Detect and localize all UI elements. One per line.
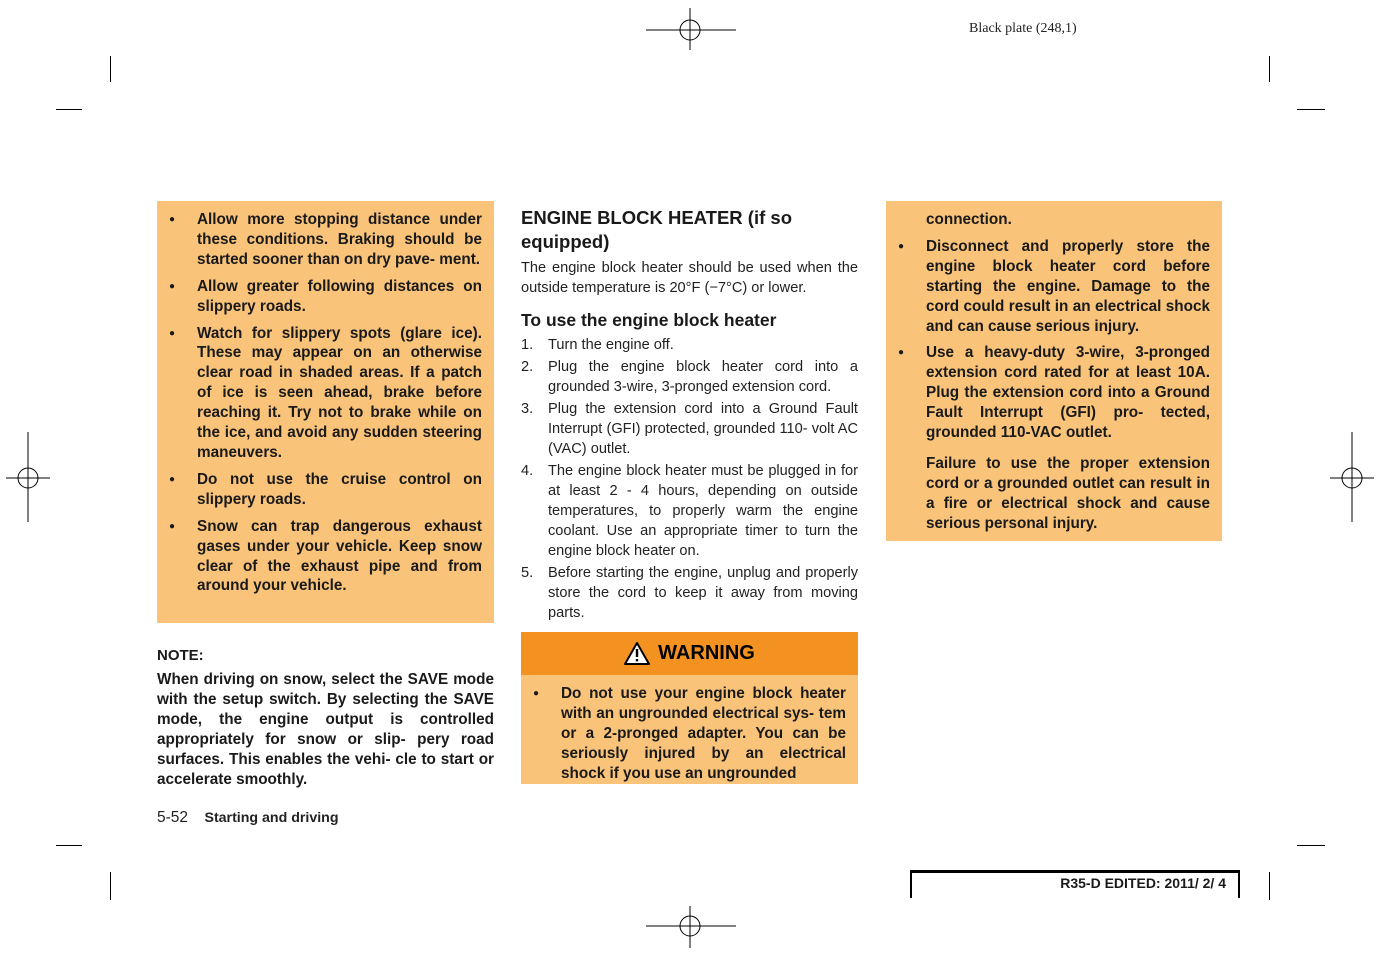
page-footer <box>157 809 338 827</box>
left-caution-box <box>157 201 494 623</box>
warning-title: WARNING <box>658 642 755 664</box>
registration-mark-right <box>1330 432 1374 522</box>
middle-column <box>521 206 858 625</box>
caution-item: ● Do not use the cruise control on slippery roads. <box>157 470 482 510</box>
step-item: 2. Plug the engine block heater cord into a grounded 3-wire, 3-pronged extension cord. <box>521 359 858 395</box>
warning-triangle-icon <box>624 642 650 665</box>
registration-mark-top <box>646 8 736 50</box>
step-item: 5. Before starting the engine, unplug and properly store the cord to keep it away from moving parts. <box>521 565 858 621</box>
edited-stamp: R35-D EDITED: 2011/ 2/ 4 <box>910 870 1240 898</box>
intro-paragraph: The engine block heater should be used when the outside temperature is 20°F (−7°C) or lower. <box>521 260 858 296</box>
step-item: 4. The engine block heater must be plugged in for at least 2 - 4 hours, depending on outside temperatures, to properly warm the engine coolant. Use an appropriate timer to turn the engine block heater on. <box>521 463 858 559</box>
continuation-text: connection. <box>926 211 1012 228</box>
step-item: 1. Turn the engine off. <box>521 337 674 353</box>
plate-label: Black plate (248,1) <box>969 21 1077 36</box>
caution-item: ● Use a heavy-duty 3-wire, 3-pronged extension cord rated for at least 10A. Plug the extension cord into a Ground Fault Interrupt (GFI) pro- tected, grounded 110-VAC outlet. <box>886 343 1210 443</box>
warning-header <box>521 632 858 675</box>
section-heading: ENGINE BLOCK HEATER (if so equipped) <box>521 207 792 252</box>
page-number: 5-52 <box>157 809 189 826</box>
caution-item: ● Disconnect and properly store the engine block heater cord before starting the engine. Damage to the cord could result in an electrical shock and can cause serious injury. <box>886 237 1210 337</box>
note-text: When driving on snow, select the SAVE mode with the setup switch. By selecting the SAVE mode, the engine output is controlled appropriately for snow or slip- pery road surfaces. This enables the vehi- cle to start or accelerate smoothly. <box>157 671 494 788</box>
caution-item: ● Allow greater following distances on slippery roads. <box>157 277 482 317</box>
caution-item: ● Watch for slippery spots (glare ice). These may appear on an otherwise clear road in shaded areas. If a patch of ice is seen ahead, brake before reaching it. Try not to brake while on the ice, and avoid any sudden steering maneuvers. <box>157 324 482 463</box>
note-block <box>157 647 494 789</box>
right-caution-box <box>886 201 1222 541</box>
warning-body <box>521 675 858 784</box>
registration-mark-left <box>6 432 50 522</box>
warning-item: ● Do not use your engine block heater with an ungrounded electrical sys- tem or a 2-pronged adapter. You can be seriously injured by an electrical shock if you use an ungrounded <box>521 684 846 784</box>
caution-item: ● Snow can trap dangerous exhaust gases under your vehicle. Keep snow clear of the exhaust pipe and from around your vehicle. <box>157 517 482 597</box>
step-item: 3. Plug the extension cord into a Ground Fault Interrupt (GFI) protected, grounded 110- volt AC (VAC) outlet. <box>521 401 858 457</box>
caution-item: ● Allow more stopping distance under these conditions. Braking should be started sooner than on dry pave- ment. <box>157 210 482 270</box>
section-name: Starting and driving <box>204 810 339 826</box>
caution-final-paragraph: Failure to use the proper extension cord or a grounded outlet can result in a fire or electrical shock and cause serious personal injury. <box>926 454 1210 532</box>
note-heading: NOTE: <box>157 647 204 664</box>
registration-mark-bottom <box>646 906 736 948</box>
subheading: To use the engine block heater <box>521 310 777 330</box>
